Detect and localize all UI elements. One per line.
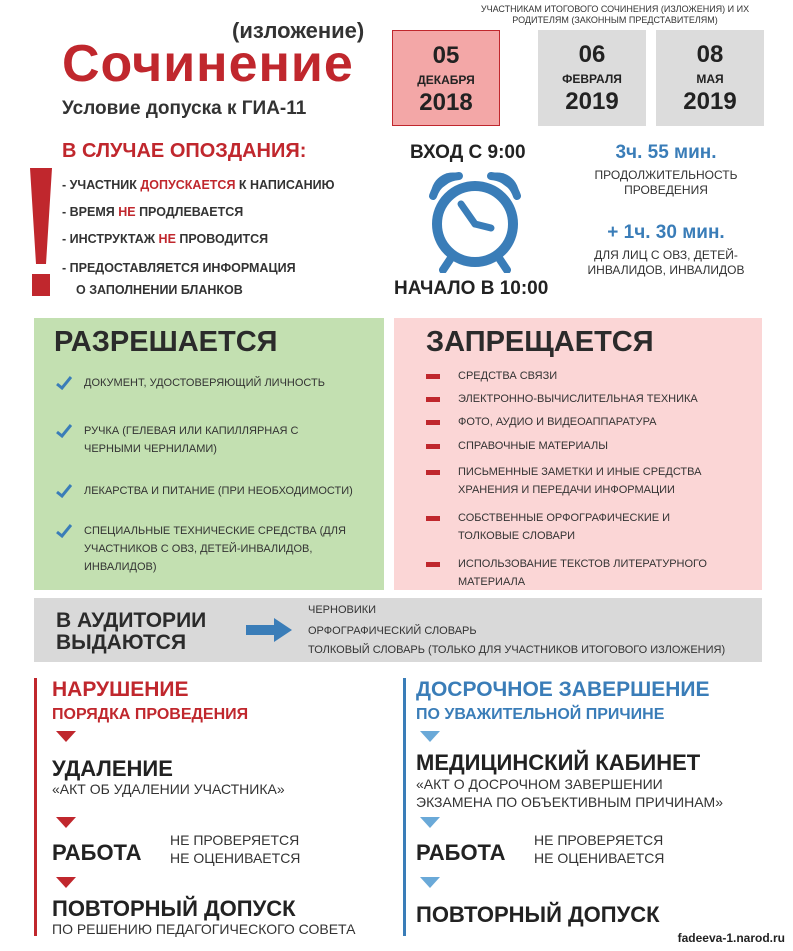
not-graded: НЕ ОЦЕНИВАЕТСЯ	[170, 850, 301, 866]
forbidden-item: СРЕДСТВА СВЯЗИ	[458, 370, 558, 382]
date-year: 2018	[419, 89, 473, 116]
auditorium-panel	[34, 598, 762, 662]
forbidden-item: СПРАВОЧНЫЕ МАТЕРИАЛЫ	[458, 440, 608, 452]
forbidden-item: ПИСЬМЕННЫЕ ЗАМЕТКИ И ИНЫЕ СРЕДСТВА ХРАНЕНИЯ И ПЕРЕДАЧИ ИНФОРМАЦИИ	[458, 466, 702, 496]
triangle-down-icon	[56, 731, 76, 742]
allowed-item: РУЧКА (ГЕЛЕВАЯ ИЛИ КАПИЛЛЯРНАЯ С ЧЕРНЫМИ ЧЕРНИЛАМИ)	[84, 425, 299, 455]
alarm-clock-icon	[425, 168, 525, 273]
auditorium-title: В АУДИТОРИИ ВЫДАЮТСЯ	[56, 609, 207, 654]
dash-icon	[426, 444, 440, 449]
removal-title: УДАЛЕНИЕ	[52, 756, 173, 781]
violation-divider	[34, 678, 37, 936]
date-month: ДЕКАБРЯ	[417, 73, 475, 87]
medical-note-1: «АКТ О ДОСРОЧНОМ ЗАВЕРШЕНИИ	[416, 776, 663, 792]
not-checked: НЕ ПРОВЕРЯЕТСЯ	[534, 832, 664, 848]
date-month: МАЯ	[696, 72, 724, 86]
late-item-4-cont: О ЗАПОЛНЕНИИ БЛАНКОВ	[76, 283, 243, 297]
start-time: НАЧАЛО В 10:00	[394, 278, 549, 299]
late-title: В СЛУЧАЕ ОПОЗДАНИЯ:	[62, 140, 307, 162]
allowed-item: СПЕЦИАЛЬНЫЕ ТЕХНИЧЕСКИЕ СРЕДСТВА (ДЛЯ УЧАСТНИКОВ С ОВЗ, ДЕТЕЙ-ИНВАЛИДОВ, ИНВАЛИДОВ)	[84, 525, 346, 573]
date-day: 05	[432, 42, 460, 69]
check-icon	[56, 376, 72, 390]
medical-title: МЕДИЦИНСКИЙ КАБИНЕТ	[416, 750, 701, 775]
forbidden-title: ЗАПРЕЩАЕТСЯ	[426, 326, 654, 358]
violation-title: НАРУШЕНИЕ	[52, 678, 189, 701]
auditorium-item: ТОЛКОВЫЙ СЛОВАРЬ (ТОЛЬКО ДЛЯ УЧАСТНИКОВ ИТОГОВОГО ИЗЛОЖЕНИЯ)	[308, 644, 726, 656]
triangle-down-icon	[420, 731, 440, 742]
date-year: 2019	[683, 88, 737, 115]
early-divider	[403, 678, 406, 936]
extra-time-value: + 1ч. 30 мин.	[607, 222, 725, 243]
readmit-note: ПО РЕШЕНИЮ ПЕДАГОГИЧЕСКОГО СОВЕТА	[52, 921, 356, 937]
date-month: ФЕВРАЛЯ	[562, 72, 622, 86]
forbidden-item: ИСПОЛЬЗОВАНИЕ ТЕКСТОВ ЛИТЕРАТУРНОГО МАТЕРИАЛА	[458, 558, 707, 588]
dash-icon	[426, 516, 440, 521]
triangle-down-icon	[420, 817, 440, 828]
auditorium-item: ЧЕРНОВИКИ	[308, 604, 377, 616]
late-item-3: - ИНСТРУКТАЖ НЕ ПРОВОДИТСЯ	[62, 232, 269, 246]
not-graded: НЕ ОЦЕНИВАЕТСЯ	[534, 850, 665, 866]
readmit-title: ПОВТОРНЫЙ ДОПУСК	[52, 896, 296, 921]
check-icon	[56, 424, 72, 438]
early-subtitle: ПО УВАЖИТЕЛЬНОЙ ПРИЧИНЕ	[416, 706, 665, 723]
entry-time: ВХОД С 9:00	[410, 142, 526, 163]
page-subtitle: Условие допуска к ГИА-11	[62, 98, 307, 119]
site-watermark: fadeeva-1.narod.ru	[677, 931, 785, 945]
medical-note-2: ЭКЗАМЕНА ПО ОБЪЕКТИВНЫМ ПРИЧИНАМ»	[416, 794, 723, 810]
triangle-down-icon	[56, 817, 76, 828]
dash-icon	[426, 420, 440, 425]
date-box-3	[656, 30, 764, 126]
check-icon	[56, 524, 72, 538]
allowed-panel	[34, 318, 384, 590]
date-year: 2019	[565, 88, 619, 115]
dash-icon	[426, 470, 440, 475]
allowed-item: ДОКУМЕНТ, УДОСТОВЕРЯЮЩИЙ ЛИЧНОСТЬ	[84, 377, 325, 389]
duration-value: 3ч. 55 мин.	[615, 142, 717, 163]
audience-note: УЧАСТНИКАМ ИТОГОВОГО СОЧИНЕНИЯ (ИЗЛОЖЕНИЯ) И ИХ РОДИТЕЛЯМ (ЗАКОННЫМ ПРЕДСТАВИТЕЛЯМ)	[480, 4, 750, 25]
date-box-2	[538, 30, 646, 126]
forbidden-item: СОБСТВЕННЫЕ ОРФОГРАФИЧЕСКИЕ И ТОЛКОВЫЕ СЛОВАРИ	[458, 512, 671, 542]
readmit-title: ПОВТОРНЫЙ ДОПУСК	[416, 902, 660, 927]
date-box-1	[392, 30, 500, 126]
allowed-title: РАЗРЕШАЕТСЯ	[54, 326, 278, 358]
page-title: Сочинение	[62, 35, 354, 93]
violation-subtitle: ПОРЯДКА ПРОВЕДЕНИЯ	[52, 706, 249, 723]
allowed-item: ЛЕКАРСТВА И ПИТАНИЕ (ПРИ НЕОБХОДИМОСТИ)	[84, 485, 353, 497]
extra-time-desc: ДЛЯ ЛИЦ С ОВЗ, ДЕТЕЙ-ИНВАЛИДОВ, ИНВАЛИДОВ	[587, 248, 745, 277]
triangle-down-icon	[56, 877, 76, 888]
forbidden-panel	[394, 318, 762, 590]
dash-icon	[426, 562, 440, 567]
late-item-4: - ПРЕДОСТАВЛЯЕТСЯ ИНФОРМАЦИЯ	[62, 261, 296, 275]
work-title: РАБОТА	[52, 840, 142, 865]
triangle-down-icon	[420, 877, 440, 888]
not-checked: НЕ ПРОВЕРЯЕТСЯ	[170, 832, 300, 848]
early-title: ДОСРОЧНОЕ ЗАВЕРШЕНИЕ	[416, 678, 710, 701]
dash-icon	[426, 397, 440, 402]
check-icon	[56, 484, 72, 498]
forbidden-item: ЭЛЕКТРОННО-ВЫЧИСЛИТЕЛЬНАЯ ТЕХНИКА	[458, 393, 698, 405]
late-item-2: - ВРЕМЯ НЕ ПРОДЛЕВАЕТСЯ	[62, 205, 244, 219]
arrow-right-icon	[246, 618, 292, 642]
izlozhenie-label: (изложение)	[232, 18, 365, 43]
date-day: 08	[696, 41, 724, 68]
forbidden-item: ФОТО, АУДИО И ВИДЕОАППАРАТУРА	[458, 416, 657, 428]
late-item-1: - УЧАСТНИК ДОПУСКАЕТСЯ К НАПИСАНИЮ	[62, 178, 335, 192]
removal-note: «АКТ ОБ УДАЛЕНИИ УЧАСТНИКА»	[52, 781, 285, 797]
work-title: РАБОТА	[416, 840, 506, 865]
date-day: 06	[578, 41, 606, 68]
dash-icon	[426, 374, 440, 379]
exclamation-icon	[28, 168, 54, 298]
auditorium-item: ОРФОГРАФИЧЕСКИЙ СЛОВАРЬ	[308, 625, 477, 637]
duration-desc: ПРОДОЛЖИТЕЛЬНОСТЬ ПРОВЕДЕНИЯ	[594, 168, 738, 197]
